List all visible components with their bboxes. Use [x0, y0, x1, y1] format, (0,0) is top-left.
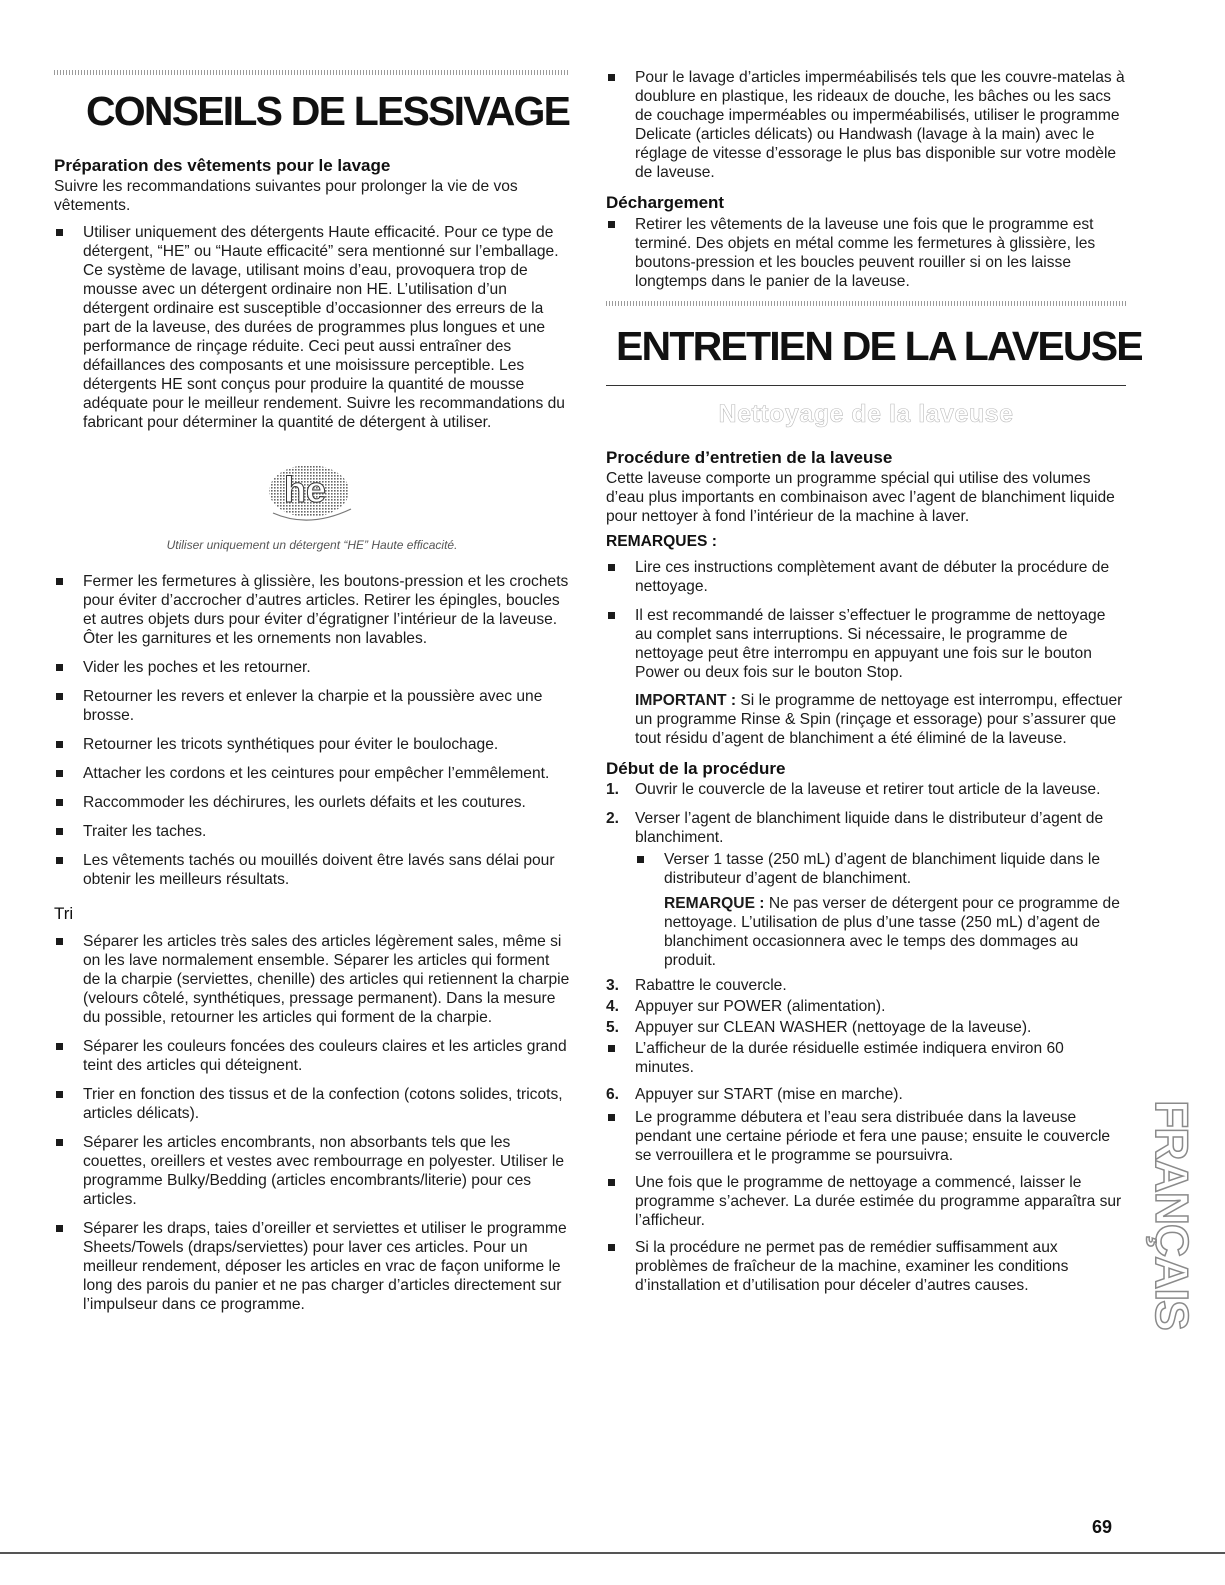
ghost-subtitle: Nettoyage de la laveuse	[718, 400, 1014, 428]
list-item: Fermer les fermetures à glissière, les boutons-pression et les crochets pour éviter d’accrocher d’autres articles. Retirer les épingles, boucles et autres objets durs pour éviter d’égratigner l’intérieur de la laveuse. Ôter les garnitures et les ornements non lavables.	[54, 572, 570, 648]
steps-list	[606, 780, 1126, 1037]
bottom-rule	[0, 1552, 1225, 1554]
list-item: Séparer les articles très sales des articles légèrement sales, même si on les lave normalement ensemble. Séparer les articles qui forment de la charpie (serviettes, chenille) des articles qui retiennent la charpie (velours côtelé, synthétiques, pressage permanent). Dans la mesure du possible, retourner les articles qui forment de la charpie.	[54, 932, 570, 1027]
list-item: Pour le lavage d’articles imperméabilisés tels que les couvre-matelas à doublure en plastique, les rideaux de douche, les bâches ou les sacs de couchage imperméables ou imperméabilisés, utiliser le programme Delicate (articles délicats) ou Handwash (lavage à la main) avec le réglage de vitesse d’essorage le plus bas disponible sur votre modèle de laveuse.	[606, 68, 1126, 182]
step-text: Rabattre le couvercle.	[635, 977, 787, 994]
unloading-heading: Déchargement	[606, 193, 725, 212]
list-item: Séparer les articles encombrants, non absorbants tels que les couettes, oreillers et vestes avec rembourrage en polyester. Utiliser le programme Bulky/Bedding (articles encombrants/literie) pour ces articles.	[54, 1133, 570, 1209]
list-item: Séparer les draps, taies d’oreiller et serviettes et utiliser le programme Sheets/Towels (draps/serviettes) pour laver ces articles. Pour un meilleur rendement, déposer les articles en vrac de façon uniforme le long des parois du panier et ne pas charger d’articles directement sur l’impulseur dans ce programme.	[54, 1219, 570, 1314]
prep-heading: Préparation des vêtements pour le lavage	[54, 156, 391, 175]
step-item	[606, 1085, 1126, 1104]
step-number: 4.	[606, 998, 620, 1015]
prep-intro: Suivre les recommandations suivantes pour prolonger la vie de vos vêtements.	[54, 178, 518, 214]
section-rule	[54, 70, 570, 75]
step-sublist	[635, 850, 1126, 888]
step-item	[606, 780, 1126, 799]
step-item	[606, 997, 1126, 1016]
language-tab-label: FRANÇAIS	[1146, 1100, 1198, 1330]
start-heading: Début de la procédure	[606, 759, 786, 778]
remark-label: REMARQUE :	[664, 895, 765, 912]
step-item	[606, 1018, 1126, 1037]
step-number: 1.	[606, 781, 620, 798]
remarks-list	[606, 558, 1126, 682]
top-list	[606, 68, 1126, 182]
step-text: Appuyer sur START (mise en marche).	[635, 1086, 903, 1103]
right-column	[606, 0, 1142, 1303]
list-item: Verser 1 tasse (250 mL) d’agent de blanchiment liquide dans le distributeur d’agent de blanchiment.	[635, 850, 1126, 888]
prep-list	[54, 572, 570, 889]
list-item: Utiliser uniquement des détergents Haute efficacité. Pour ce type de détergent, “HE” ou “Haute efficacité” sera mentionné sur l’emballage. Ce système de lavage, utilisant moins d’eau, provoquera trop de mousse avec un détergent ordinaire non HE. L’utilisation d’un détergent ordinaire est susceptible d’occasionner des erreurs de la part de la laveuse, des durées de programmes plus longues et une performance de rinçage réduite. Ceci peut aussi entraîner des défaillances des composants et une moisissure perceptible. Les détergents HE sont conçus pour produire la quantité de mousse adéquate pour le meilleur rendement. Suivre les recommandations du fabricant pour déterminer la quantité de détergent à utiliser.	[54, 223, 570, 432]
unloading-list	[606, 215, 1126, 291]
list-item: Traiter les taches.	[54, 822, 570, 841]
list-item: Raccommoder les déchirures, les ourlets défaits et les coutures.	[54, 793, 570, 812]
list-item: L’afficheur de la durée résiduelle estimée indiquera environ 60 minutes.	[606, 1039, 1126, 1077]
left-column	[54, 0, 570, 1324]
language-tab	[1146, 1080, 1198, 1350]
step5-sublist	[606, 1039, 1126, 1077]
list-item: Retirer les vêtements de la laveuse une fois que le programme est terminé. Des objets en métal comme les fermetures à glissière, les boutons-pression et les boucles peuvent rouiller si on les laisse longtemps dans le panier de la laveuse.	[606, 215, 1126, 291]
list-item: Retourner les revers et enlever la charpie et la poussière avec une brosse.	[54, 687, 570, 725]
svg-text:he: he	[283, 469, 327, 510]
step-number: 3.	[606, 977, 620, 994]
list-item: Si la procédure ne permet pas de remédier suffisamment aux problèmes de fraîcheur de la machine, examiner les conditions d’installation et d’utilisation pour déceler d’autres causes.	[606, 1238, 1126, 1295]
page-number: 69	[1092, 1517, 1113, 1537]
step-number: 2.	[606, 810, 620, 827]
important-label: IMPORTANT :	[635, 692, 737, 709]
list-item: Il est recommandé de laisser s’effectuer le programme de nettoyage au complet sans interruptions. Si nécessaire, le programme de nettoyage peut être interrompu en appuyant une fois sur le bouton Power ou deux fois sur le bouton Stop.	[606, 606, 1126, 682]
remark-note	[664, 894, 1126, 970]
step6-sublist	[606, 1108, 1126, 1295]
important-text: Si le programme de nettoyage est interrompu, effectuer un programme Rinse & Spin (rinçage et essorage) pour s’assurer que tout résidu d’agent de blanchiment a été éliminé de la laveuse.	[635, 692, 1123, 747]
list-item: Le programme débutera et l’eau sera distribuée dans la laveuse pendant une certaine période et fera une pause; ensuite le couvercle se verrouillera et le programme se poursuivra.	[606, 1108, 1126, 1165]
he-logo-icon	[259, 457, 359, 527]
section-rule	[606, 301, 1126, 306]
steps-list-cont	[606, 1085, 1126, 1104]
important-note	[635, 691, 1126, 748]
remarks-label: REMARQUES :	[606, 533, 717, 550]
step-number: 6.	[606, 1086, 620, 1103]
tri-list	[54, 932, 570, 1314]
remark-text: Ne pas verser de détergent pour ce programme de nettoyage. L’utilisation de plus d’une tasse (250 mL) d’agent de blanchiment occasionnera avec le temps des dommages au produit.	[664, 895, 1120, 969]
list-item: Une fois que le programme de nettoyage a commencé, laisser le programme s’achever. La durée estimée du programme apparaîtra sur l’afficheur.	[606, 1173, 1126, 1230]
step-number: 5.	[606, 1019, 620, 1036]
he-logo-block	[54, 442, 570, 562]
step-text: Appuyer sur POWER (alimentation).	[635, 998, 886, 1015]
tri-heading: Tri	[54, 904, 74, 923]
list-item: Retourner les tricots synthétiques pour éviter le boulochage.	[54, 735, 570, 754]
title-rule	[606, 385, 1126, 386]
step-item	[606, 976, 1126, 995]
step-text: Verser l’agent de blanchiment liquide dans le distributeur d’agent de blanchiment.	[635, 810, 1104, 846]
list-item: Attacher les cordons et les ceintures pour empêcher l’emmêlement.	[54, 764, 570, 783]
list-item: Les vêtements tachés ou mouillés doivent être lavés sans délai pour obtenir les meilleurs résultats.	[54, 851, 570, 889]
procedure-heading: Procédure d’entretien de la laveuse	[606, 448, 893, 467]
step-text: Ouvrir le couvercle de la laveuse et retirer tout article de la laveuse.	[635, 781, 1101, 798]
list-item: Séparer les couleurs foncées des couleurs claires et les articles grand teint des articles qui déteignent.	[54, 1037, 570, 1075]
logo-caption: Utiliser uniquement un détergent “HE” Haute efficacité.	[166, 538, 458, 552]
list-item: Vider les poches et les retourner.	[54, 658, 570, 677]
step-item	[606, 809, 1126, 970]
list-item: Trier en fonction des tissus et de la confection (cotons solides, tricots, articles délicats).	[54, 1085, 570, 1123]
list-item: Lire ces instructions complètement avant de débuter la procédure de nettoyage.	[606, 558, 1126, 596]
section-title: CONSEILS DE LESSIVAGE	[86, 88, 570, 134]
procedure-intro: Cette laveuse comporte un programme spécial qui utilise des volumes d’eau plus importants en combinaison avec l’agent de blanchiment liquide pour nettoyer à fond l’intérieur de la machine à laver.	[606, 470, 1115, 525]
section-title: ENTRETIEN DE LA LAVEUSE	[616, 323, 1142, 369]
step-text: Appuyer sur CLEAN WASHER (nettoyage de la laveuse).	[635, 1019, 1032, 1036]
detergent-list	[54, 223, 570, 432]
